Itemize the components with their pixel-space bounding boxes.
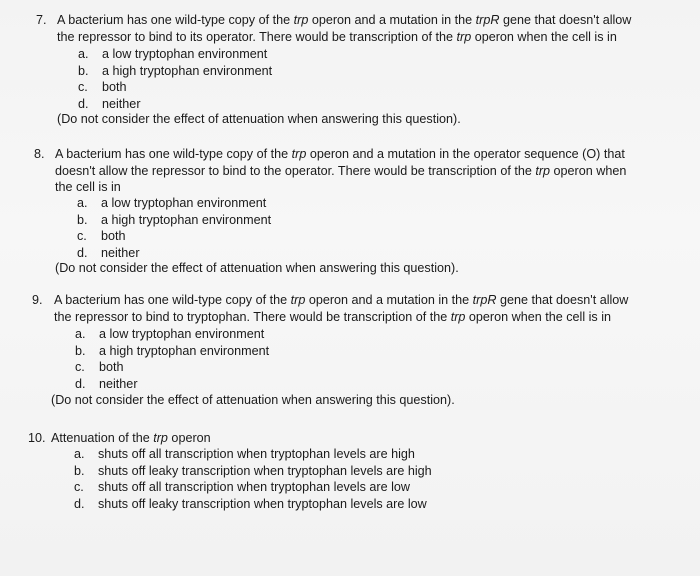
question-8	[34, 146, 674, 276]
question-number: 9.	[32, 293, 43, 307]
option-d[interactable]: d. neither	[78, 96, 141, 111]
attenuation-note: (Do not consider the effect of attenuation when answering this question).	[57, 112, 461, 126]
question-9	[32, 292, 672, 412]
option-b[interactable]: b. shuts off leaky transcription when tryptophan levels are high	[74, 463, 432, 478]
option-list	[75, 326, 269, 392]
question-stem: A bacterium has one wild-type copy of the trp operon and a mutation in the trpR gene that doesn't allow the repressor to bind to tryptophan. There would be transcription of the trp operon when the cell is in	[54, 293, 629, 324]
option-a[interactable]: a. a low tryptophan environment	[77, 196, 267, 210]
option-a[interactable]: a. a low tryptophan environment	[75, 327, 265, 341]
option-a[interactable]: a. shuts off all transcription when tryptophan levels are high	[74, 447, 415, 461]
question-7	[36, 12, 676, 132]
question-number: 8.	[34, 147, 45, 161]
question-10	[28, 430, 668, 520]
option-c[interactable]: c. both	[77, 229, 126, 243]
question-number: 7.	[36, 13, 47, 27]
option-b[interactable]: b. a high tryptophan environment	[77, 212, 272, 227]
question-stem: Attenuation of the trp operon	[51, 431, 211, 445]
question-stem: A bacterium has one wild-type copy of the trp operon and a mutation in the trpR gene that doesn't allow the repressor to bind to its operator. There would be transcription of the trp operon when the cell is in	[57, 13, 632, 44]
option-list	[77, 195, 271, 261]
option-a[interactable]: a. a low tryptophan environment	[78, 47, 268, 61]
option-c[interactable]: c. shuts off all transcription when tryptophan levels are low	[74, 480, 410, 494]
attenuation-note: (Do not consider the effect of attenuation when answering this question).	[51, 393, 455, 407]
attenuation-note: (Do not consider the effect of attenuation when answering this question).	[55, 261, 459, 275]
option-list	[74, 446, 432, 512]
option-b[interactable]: b. a high tryptophan environment	[78, 63, 273, 78]
option-list	[78, 46, 272, 112]
question-number: 10.	[28, 431, 46, 445]
option-d[interactable]: d. neither	[75, 376, 138, 391]
option-c[interactable]: c. both	[78, 80, 127, 94]
option-d[interactable]: d. shuts off leaky transcription when tryptophan levels are low	[74, 496, 427, 511]
option-b[interactable]: b. a high tryptophan environment	[75, 343, 270, 358]
option-d[interactable]: d. neither	[77, 245, 140, 260]
question-stem: A bacterium has one wild-type copy of the trp operon and a mutation in the operator sequence (O) that doesn't allow the repressor to bind to the operator. There would be transcription of the trp operon when the cell is in	[55, 147, 627, 194]
option-c[interactable]: c. both	[75, 360, 124, 374]
